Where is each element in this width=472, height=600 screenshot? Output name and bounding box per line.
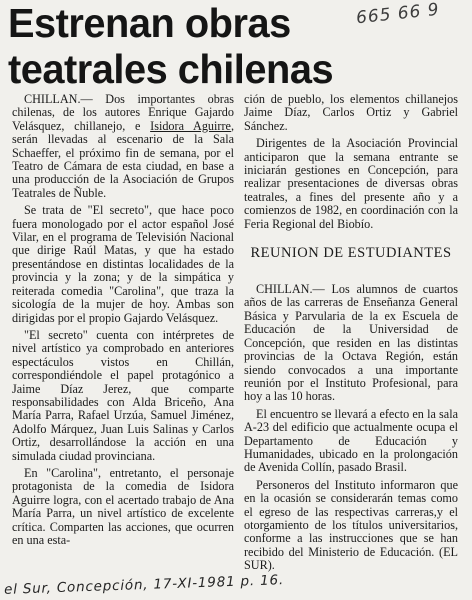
headline-line-2: teatrales chilenas	[8, 46, 334, 92]
handwritten-source-note: el Sur, Concepción, 17-XI-1981 p. 16.	[3, 572, 285, 598]
handwritten-catalog-code: 665 66 9	[355, 0, 441, 29]
right-column	[244, 93, 458, 577]
paragraph-students: CHILLAN.— Los alumnos de cuartos años de las carreras de Enseñanza General Básica y Parvularia de la ex Escuela de Educación de la Universidad de Concepción, que residen en las distintas provincias de la Octava Región, están siendo convocados a una importante reunión por el Instituto Profesional, para hoy a las 10 horas.	[244, 282, 458, 404]
headline-line-1: Estrenan obras	[8, 0, 291, 46]
paragraph-continuation: ción de pueblo, los elementos chillanejos Jaime Díaz, Carlos Ortiz y Gabriel Sánchez.	[244, 92, 458, 133]
headline	[8, 0, 338, 92]
paragraph-carolina: En "Carolina", entretanto, el personaje protagonista de la comedia de Isidora Aguirre logra, con el acertado trabajo de Ana María Parra, un nivel artístico de excelente crítica. Comparten las acciones, que ocurren en una esta-	[12, 465, 234, 547]
paragraph-topics: Personeros del Instituto informaron que en la ocasión se considerarán temas como el egreso de las respectivas carreras,y el otorgamiento de los títulos universitarios, conforme a las instrucciones que se han recibido del Ministerio de Educación. (EL SUR).	[244, 477, 458, 573]
paragraph-cast: "El secreto" cuenta con intérpretes de nivel artístico ya comprobado en anteriores espectáculos vistos en Chillán, correspondiéndole el papel protagónico a Jaime Díaz Jerez, que comparte responsabilidades con Alda Briceño, Ana María Parra, Rafael Urzúa, Samuel Jiménez, Adolfo Márquez, Juan Luis Salinas y Carlos Ortiz, desarrollándose la acción en una simulada ciudad provinciana.	[12, 327, 234, 463]
underlined-author-name: Isidora Aguirre	[150, 118, 231, 133]
paragraph-el-secreto: Se trata de "El secreto", que hace poco fuera monologado por el actor español José Vilar, en el programa de Televisión Nacional que dirige Raúl Matas, y que ha estado presentándose en distintas localidades de la provincia y la zona; y de la simpática y reiterada comedia "Carolina", que traza la sicología de la mujer de hoy. Ambas son dirigidas por el propio Gajardo Velásquez.	[12, 203, 234, 325]
paragraph-meeting-place: El encuentro se llevará a efecto en la sala A-23 del edificio que actualmente ocupa el Departamento de Educación y Humanidades, ubicado en la prolongación de Avenida Collín, pasado Brasil.	[244, 406, 458, 475]
left-column	[12, 93, 234, 551]
paragraph-intro: CHILLAN.— Dos importantes obras chilenas, de los autores Enrique Gajardo Velásquez, chillanejo, e Isidora Aguirre, serán llevadas al escenario de la Sala Schaeffer, el próximo fin de semana, por el Teatro de Cámara de esta ciudad, en base a una producción de la Asociación de Grupos Teatrales de Ñuble.	[12, 92, 234, 200]
paragraph-asociacion: Dirigentes de la Asociación Provincial anticiparon que la semana entrante se iniciarán gestiones en Concepción, para realizar presentaciones de diversas obras teatrales, a fines del presente año y a comienzos de 1982, en coordinación con la Feria Regional del Biobío.	[244, 136, 458, 231]
subheading-reunion: REUNION DE ESTUDIANTES	[250, 245, 452, 262]
